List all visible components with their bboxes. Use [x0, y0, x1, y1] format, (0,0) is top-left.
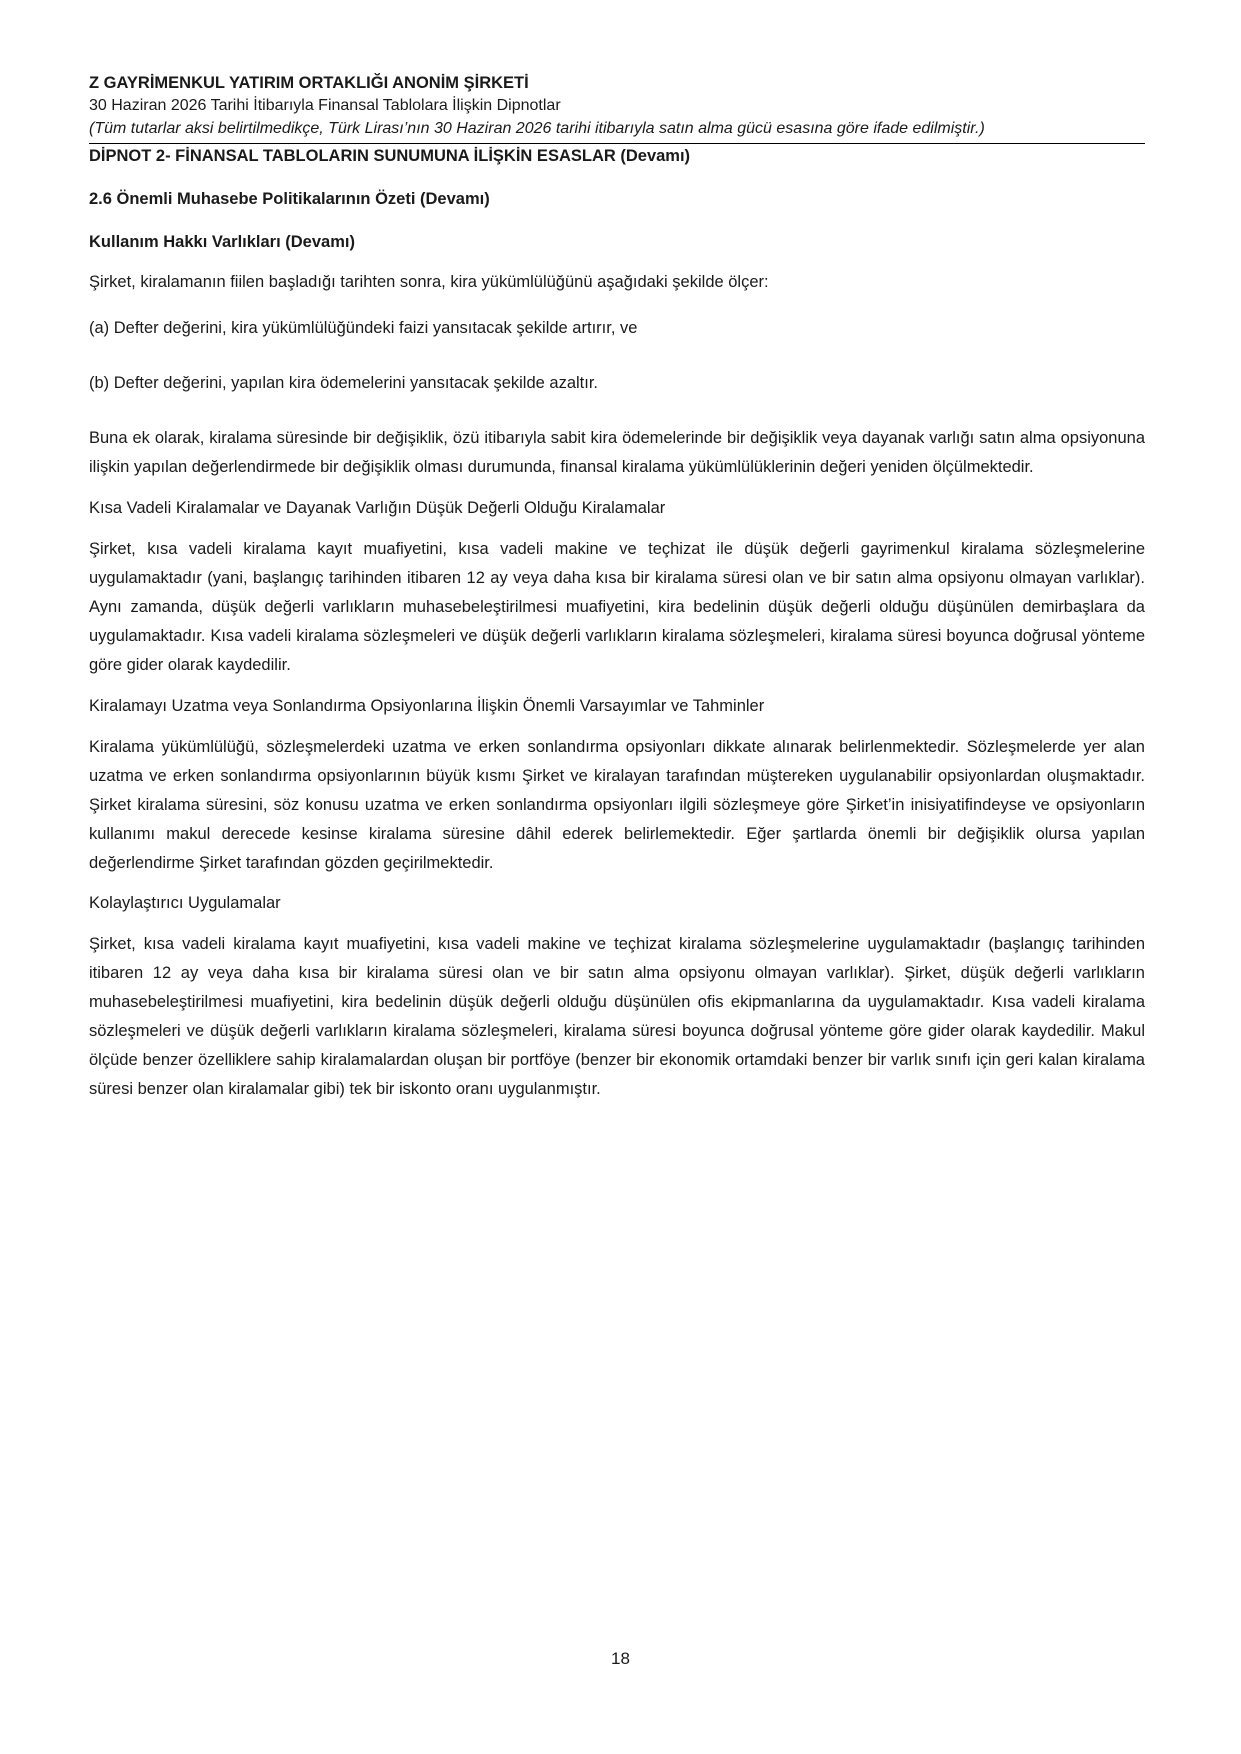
document-page — [89, 72, 1145, 1104]
topic-title: Kullanım Hakkı Varlıkları (Devamı) — [89, 233, 355, 251]
intro-paragraph: Şirket, kiralamanın fiilen başladığı tarihten sonra, kira yükümlülüğünü aşağıdaki şekilde ölçer: — [89, 273, 769, 291]
short-term-leases-paragraph: Şirket, kısa vadeli kiralama kayıt muafiyetini, kısa vadeli makine ve teçhizat ile düşük değerli gayrimenkul kiralama sözleşmelerine uygulamaktadır (yani, başlangıç tarihinden itibaren 12 ay veya daha kısa bir kiralama süresi olan ve bir satın alma opsiyonu olmayan varlıklar). Aynı zamanda, düşük değerli varlıkların muhasebeleştirilmesi muafiyetini, kira bedelinin düşük değerli olduğu düşünülen demirbaşlara da uygulamaktadır. Kısa vadeli kiralama sözleşmeleri ve düşük değerli varlıkların kiralama sözleşmeleri, kiralama süresi boyunca doğrusal yönteme göre gider olarak kaydedilir. — [89, 540, 1145, 674]
report-subtitle: 30 Haziran 2026 Tarihi İtibarıyla Finansal Tablolara İlişkin Dipnotlar — [89, 97, 561, 114]
list-item-a: (a) Defter değerini, kira yükümlülüğündeki faizi yansıtacak şekilde artırır, ve — [89, 319, 638, 337]
company-name: Z GAYRİMENKUL YATIRIM ORTAKLIĞI ANONİM ŞİRKETİ — [89, 74, 529, 92]
currency-note: (Tüm tutarlar aksi belirtilmedikçe, Türk Lirası’nın 30 Haziran 2026 tarihi itibarıyla satın alma gücü esasına göre ifade edilmiştir.) — [89, 117, 1145, 144]
subsection-title: 2.6 Önemli Muhasebe Politikalarının Özeti (Devamı) — [89, 190, 490, 208]
practical-expedients-heading: Kolaylaştırıcı Uygulamalar — [89, 894, 281, 912]
page-number: 18 — [611, 1649, 630, 1668]
practical-expedients-paragraph: Şirket, kısa vadeli kiralama kayıt muafiyetini, kısa vadeli makine ve teçhizat kiralama sözleşmelerine uygulamaktadır (başlangıç tarihinden itibaren 12 ay veya daha kısa bir kiralama süresi olan ve bir satın alma opsiyonu olmayan varlıklar). Şirket, düşük değerli varlıkların muhasebeleştirilmesi muafiyetini, kira bedelinin düşük değerli olduğu düşünülen ofis ekipmanlarına da uygulamaktadır. Kısa vadeli kiralama sözleşmeleri ve düşük değerli varlıkların kiralama sözleşmeleri, kiralama süresi boyunca doğrusal yönteme göre gider olarak kaydedilir. Makul ölçüde benzer özelliklere sahip kiralamalardan oluşan bir portföye (benzer bir ekonomik ortamdaki benzer bir varlık sınıfı için geri kalan kiralama süresi benzer olan kiralamalar gibi) tek bir iskonto oranı uygulanmıştır. — [89, 935, 1145, 1098]
short-term-leases-heading: Kısa Vadeli Kiralamalar ve Dayanak Varlığın Düşük Değerli Olduğu Kiralamalar — [89, 499, 666, 517]
remeasurement-paragraph: Buna ek olarak, kiralama süresinde bir değişiklik, özü itibarıyla sabit kira ödemelerinde bir değişiklik veya dayanak varlığı satın alma opsiyonuna ilişkin yapılan değerlendirmede bir değişiklik olması durumunda, finansal kiralama yükümlülüklerinin değeri yeniden ölçülmektedir. — [89, 429, 1145, 476]
section-title: DİPNOT 2- FİNANSAL TABLOLARIN SUNUMUNA İLİŞKİN ESASLAR (Devamı) — [89, 147, 691, 165]
extension-options-paragraph: Kiralama yükümlülüğü, sözleşmelerdeki uzatma ve erken sonlandırma opsiyonları dikkate alınarak belirlenmektedir. Sözleşmelerde yer alan uzatma ve erken sonlandırma opsiyonlarının büyük kısmı Şirket ve kiralayan tarafından müştereken uygulanabilir opsiyonlardan oluşmaktadır. Şirket kiralama süresini, söz konusu uzatma ve erken sonlandırma opsiyonları ilgili sözleşmeye göre Şirket’in inisiyatifindeyse ve opsiyonların kullanımı makul derecede kesinse kiralama süresine dâhil ederek belirlemektedir. Eğer şartlarda önemli bir değişiklik olursa yapılan değerlendirme Şirket tarafından gözden geçirilmektedir. — [89, 738, 1145, 872]
extension-options-heading: Kiralamayı Uzatma veya Sonlandırma Opsiyonlarına İlişkin Önemli Varsayımlar ve Tahminler — [89, 697, 765, 715]
list-item-b: (b) Defter değerini, yapılan kira ödemelerini yansıtacak şekilde azaltır. — [89, 374, 598, 392]
